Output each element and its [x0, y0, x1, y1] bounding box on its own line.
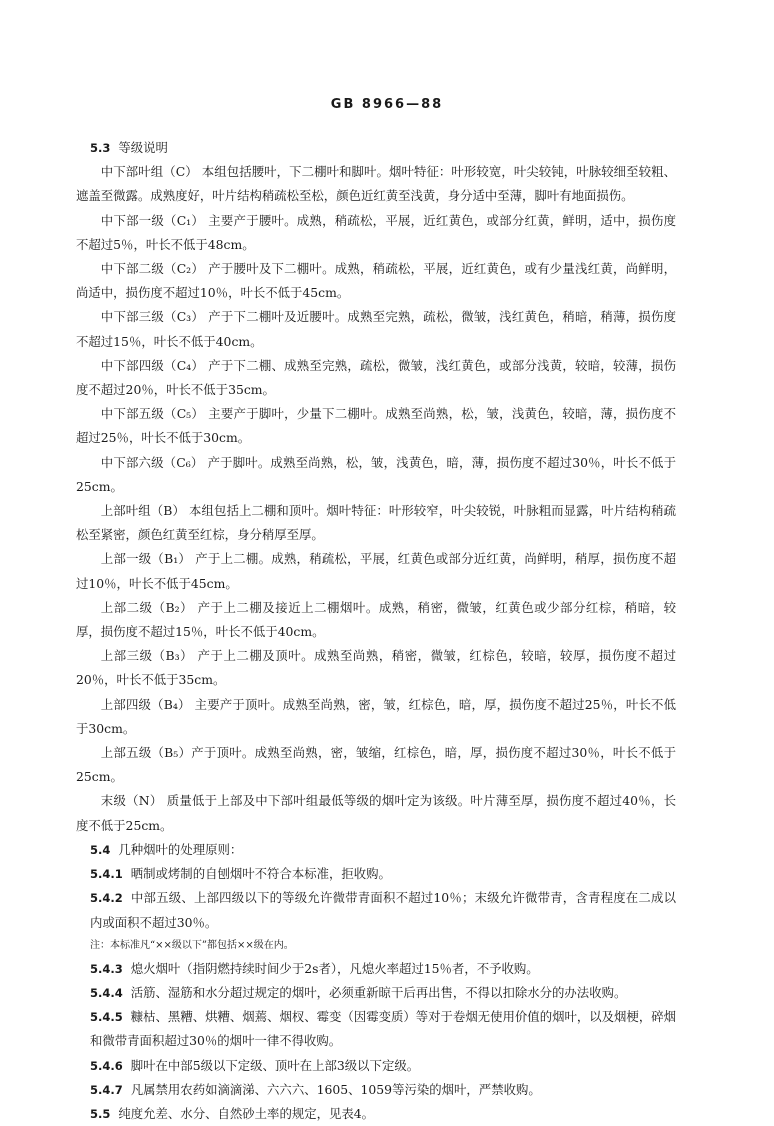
clause-text: 熄火烟叶（指阴燃持续时间少于2s者），凡熄火率超过15％者，不予收购。: [130, 960, 539, 976]
grade-c2: 中下部二级（C₂） 产于腰叶及下二棚叶。成熟，稍疏松，平展，近红黄色，或有少量浅红黄，尚鲜明，尚适中，损伤度不超过10％，叶长不低于45cm。: [76, 261, 676, 301]
document-body: [76, 136, 676, 1126]
group-b-description: 上部叶组（B） 本组包括上二棚和顶叶。烟叶特征：叶形较窄，叶尖较锐，叶脉粗而显露，叶片结构稍疏松至紧密，颜色红黄至红棕，身分稍厚至厚。: [76, 503, 676, 543]
clause-text: 糠枯、黑糟、烘糟、烟蔫、烟杈、霉变（因霉变质）等对于卷烟无使用价值的烟叶，以及烟梗，碎烟和微带青面积超过30％的烟叶一律不得收购。: [90, 1009, 676, 1049]
grade-c5: 中下部五级（C₅） 主要产于脚叶，少量下二棚叶。成熟至尚熟，松，皱，浅黄色，较暗，薄，损伤度不超过25％，叶长不低于30cm。: [76, 406, 676, 446]
clause-number: 5.4.3: [90, 961, 123, 976]
section-title: 纯度允差、水分、自然砂土率的规定，见表4。: [118, 1105, 375, 1121]
section-5-4-heading: [76, 838, 676, 862]
grade-c1: 中下部一级（C₁） 主要产于腰叶。成熟，稍疏松，平展，近红黄色，或部分红黄，鲜明，适中，损伤度不超过5％，叶长不低于48cm。: [76, 212, 676, 252]
clause-5-4-4: [76, 981, 676, 1005]
clause-number: 5.4.6: [90, 1058, 123, 1073]
clause-text: 脚叶在中部5级以下定级、顶叶在上部3级以下定级。: [130, 1057, 420, 1073]
section-number: 5.5: [90, 1106, 111, 1121]
grade-b1: 上部一级（B₁） 产于上二棚。成熟，稍疏松，平展，红黄色或部分近红黄，尚鲜明，稍厚，损伤度不超过10％，叶长不低于45cm。: [76, 551, 676, 591]
grade-b4: 上部四级（B₄） 主要产于顶叶。成熟至尚熟，密，皱，红棕色，暗，厚，损伤度不超过25％，叶长不低于30cm。: [76, 696, 676, 736]
clause-number: 5.4.1: [90, 867, 123, 882]
grade-c6: 中下部六级（C₆） 产于脚叶。成熟至尚熟，松，皱，浅黄色，暗，薄，损伤度不超过30％，叶长不低于25cm。: [76, 454, 676, 494]
clause-text: 晒制或烤制的自刨烟叶不符合本标准，拒收购。: [130, 866, 391, 882]
clause-5-4-2: [76, 886, 676, 934]
section-number: 5.3: [90, 141, 111, 155]
clause-text: 凡属禁用农药如滴滴涕、六六六、1605、1059等污染的烟叶，严禁收购。: [130, 1081, 541, 1097]
clause-number: 5.4.7: [90, 1082, 123, 1097]
clause-5-4-7: [76, 1078, 676, 1102]
clause-text: 中部五级、上部四级以下的等级允许微带青面积不超过10％；末级允许微带青，含青程度在二成以内或面积不超过30％。: [90, 890, 676, 930]
section-5-3-heading: [76, 136, 676, 160]
clause-5-4-3: [76, 957, 676, 981]
group-c-description: 中下部叶组（C） 本组包括腰叶，下二棚叶和脚叶。烟叶特征：叶形较宽，叶尖较钝，叶脉较细至较粗、遮盖至微露。成熟度好，叶片结构稍疏松至松，颜色近红黄至浅黄，身分适中至薄，脚叶有地面损伤。: [76, 164, 676, 204]
grade-b5: 上部五级（B₅）产于顶叶。成熟至尚熟，密，皱缩，红棕色，暗，厚，损伤度不超过30％，叶长不低于25cm。: [76, 745, 676, 785]
clause-number: 5.4.5: [90, 1010, 123, 1025]
section-number: 5.4: [90, 842, 111, 857]
clause-5-4-5: [76, 1005, 676, 1053]
grade-b3: 上部三级（B₃） 产于上二棚及顶叶。成熟至尚熟，稍密，微皱，红棕色，较暗，较厚，损伤度不超过20％，叶长不低于35cm。: [76, 648, 676, 688]
grade-c4: 中下部四级（C₄） 产于下二棚、成熟至完熟，疏松，微皱，浅红黄色，或部分浅黄，较暗，较薄，损伤度不超过20％，叶长不低于35cm。: [76, 357, 676, 398]
grade-c3: 中下部三级（C₃） 产于下二棚叶及近腰叶。成熟至完熟，疏松，微皱，浅红黄色，稍暗，稍薄，损伤度不超过15％，叶长不低于40cm。: [76, 309, 676, 349]
grade-b2: 上部二级（B₂） 产于上二棚及接近上二棚烟叶。成熟，稍密，微皱，红黄色或少部分红棕，稍暗，较厚，损伤度不超过15％，叶长不低于40cm。: [76, 599, 676, 640]
grade-n: 末级（N） 质量低于上部及中下部叶组最低等级的烟叶定为该级。叶片薄至厚，损伤度不超过40％，长度不低于25cm。: [76, 793, 676, 833]
section-title: 几种烟叶的处理原则：: [118, 841, 243, 857]
clause-text: 活筋、湿筋和水分超过规定的烟叶，必须重新晾干后再出售，不得以扣除水分的办法收购。: [130, 984, 627, 1000]
clause-number: 5.4.2: [90, 891, 123, 906]
section-title: 等级说明: [118, 140, 168, 155]
standard-code-header: GB 8966—88: [330, 97, 444, 112]
note: 注：本标准凡“××级以下”都包括××级在内。: [90, 939, 294, 951]
clause-5-4-1: [76, 862, 676, 886]
section-5-5-heading: [76, 1102, 676, 1126]
clause-5-4-6: [76, 1054, 676, 1078]
clause-number: 5.4.4: [90, 985, 123, 1000]
